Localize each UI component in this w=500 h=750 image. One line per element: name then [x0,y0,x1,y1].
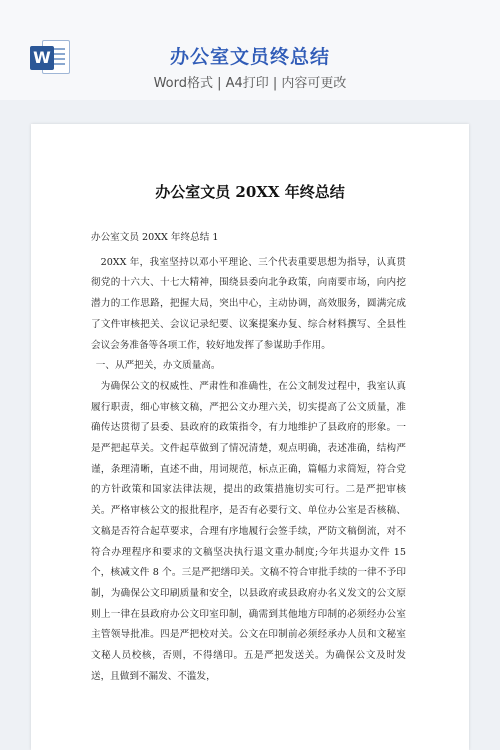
document-title: 办公室文员 20XX 年终总结 [155,183,345,201]
document-subheading: 办公室文员 20XX 年终总结 1 [91,232,219,243]
word-badge: W [30,46,54,70]
document-body [91,228,406,687]
document-page [31,124,469,750]
document-paragraph: 为确保公文的权威性、严肃性和准确性，在公文制发过程中，我室认真履行职责，细心审核文稿，严把公文办理六关，切实提高了公文质量，准确传达贯彻了县委、县政府的政策指令，有力地维护了县政府的形象。一是严把起草关。文件起草做到了情况清楚，观点明确，表述准确，结构严谨，条理清晰，直述不曲，用词规范，标点正确，篇幅力求简短，符合党的方针政策和国家法律法规，提出的政策措施切实可行。二是严把审核关。严格审核公文的报批程序，是否有必要行文、单位办公室是否核稿、文稿是否符合起草要求，合理有序地履行会签手续，严防文稿倒流，对不符合办理程序和要求的文稿坚决执行退文重办制度;今年共退办文件 15 个，核减文件 8 个。三是严把缮印关。文稿不符合审批手续的一律不予印制，为确保公文印刷质量和安全，以县政府或县政府办名义发文的公文原则上一律在县政府办公文印室印制，确需到其他地方印制的必须经办公室主管领导批准。四是严把校对关。公文在印制前必须经承办人员和文秘室文秘人员校核，否则，不得缮印。五是严把发送关。为确保公文及时发送，且做到不漏发、不滥发， [91,380,406,682]
document-header [0,0,500,100]
header-title: 办公室文员终总结 [169,46,330,68]
header-subtitle: Word格式 | A4打印 | 内容可更改 [153,76,347,91]
document-section-heading: 一、从严把关，办文质量高。 [95,360,221,372]
document-paragraph: 20XX 年，我室坚持以邓小平理论、三个代表重要思想为指导，认真贯彻党的十六大、十七大精神，围绕县委向北争政策，向南要市场，向内挖潜力的工作思路，把握大局，突出中心，主动协调，高效服务，圆满完成了文件审核把关、会议记录纪要、议案提案办复、综合材料撰写、全县性会议会务准备等各项工作，较好地发挥了参谋助手作用。 [91,256,406,351]
